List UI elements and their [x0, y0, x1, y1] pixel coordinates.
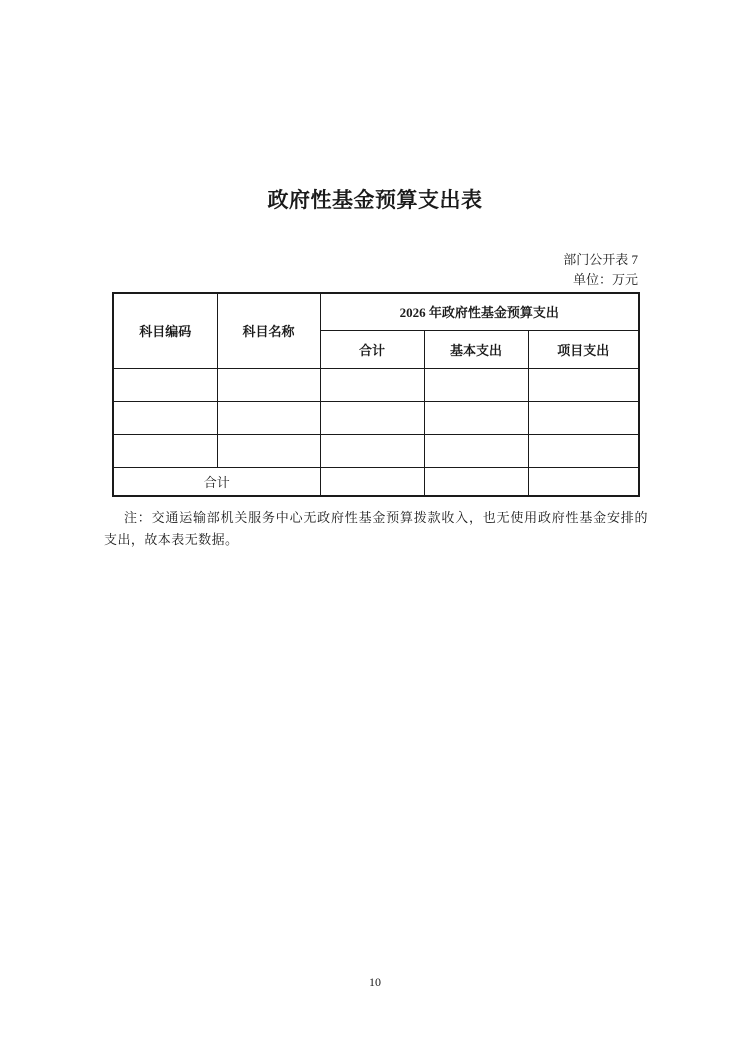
- meta-table-label: 部门公开表 7: [563, 252, 638, 267]
- header-cell-project: 项目支出: [528, 330, 639, 368]
- table-cell-total: [320, 434, 424, 467]
- page-title: 政府性基金预算支出表: [267, 188, 483, 212]
- total-row-basic: [424, 467, 528, 496]
- table-cell-code: [113, 434, 217, 467]
- table-cell-project: [528, 368, 639, 401]
- table-row: [113, 368, 639, 401]
- total-row-label: 合计: [113, 467, 320, 496]
- footnote: 注：交通运输部机关服务中心无政府性基金预算拨款收入，也无使用政府性基金安排的支出，故本表无数据。: [104, 510, 648, 547]
- page-number: 10: [369, 975, 381, 989]
- total-row-total: [320, 467, 424, 496]
- total-row-project: [528, 467, 639, 496]
- table-meta: [563, 250, 638, 290]
- table-row: [113, 434, 639, 467]
- budget-table: [112, 292, 640, 497]
- table-header-row-1: [113, 293, 639, 330]
- table-cell-total: [320, 368, 424, 401]
- table-cell-project: [528, 401, 639, 434]
- table-cell-basic: [424, 368, 528, 401]
- meta-unit-label: 单位：万元: [572, 272, 638, 287]
- total-row: [113, 467, 639, 496]
- header-cell-name: 科目名称: [217, 293, 320, 368]
- table-cell-name: [217, 434, 320, 467]
- table-cell-name: [217, 401, 320, 434]
- table-cell-project: [528, 434, 639, 467]
- table-cell-code: [113, 368, 217, 401]
- header-cell-group: 2026 年政府性基金预算支出: [320, 293, 639, 330]
- table-row: [113, 401, 639, 434]
- table-cell-total: [320, 401, 424, 434]
- header-cell-code: 科目编码: [113, 293, 217, 368]
- header-cell-basic: 基本支出: [424, 330, 528, 368]
- table-cell-code: [113, 401, 217, 434]
- table-cell-basic: [424, 434, 528, 467]
- table-cell-name: [217, 368, 320, 401]
- table-cell-basic: [424, 401, 528, 434]
- header-cell-total: 合计: [320, 330, 424, 368]
